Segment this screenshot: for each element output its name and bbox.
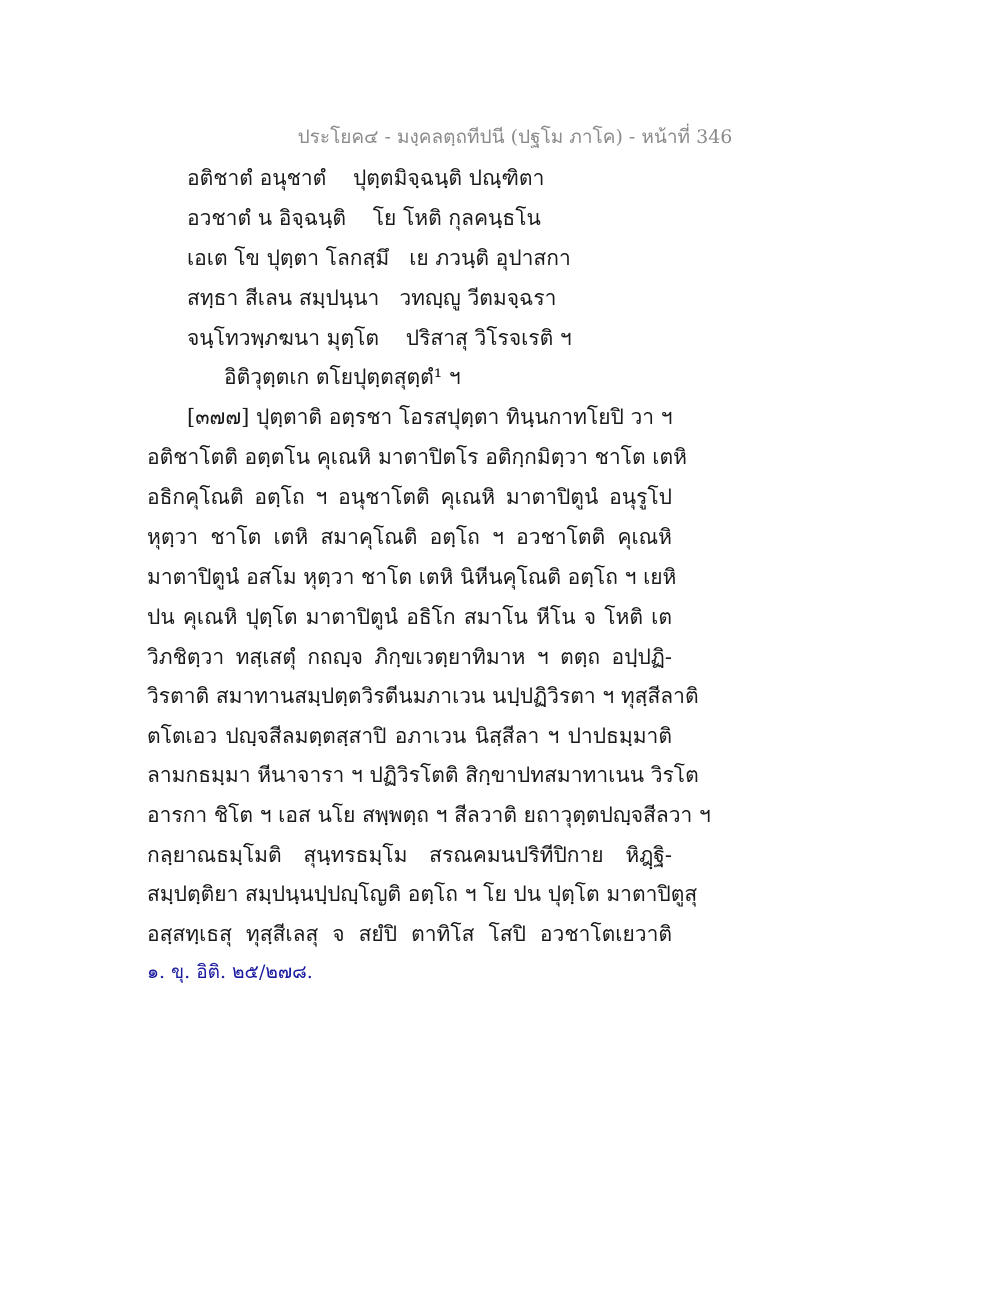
paragraph-line-11: อารกา ชิโต ฯ เอส นโย สพฺพตฺถ ฯ สีลวาติ ยถาวุตฺตปญฺจสีลวา ฯ (147, 803, 711, 827)
paragraph-line-7: วิภชิตฺวา ทสฺเสตุํ กถญฺจ ภิกฺขเวตฺยาทิมาห ฯ ตตฺถ อปฺปฏิ- (147, 645, 672, 669)
verse-line-5: จนฺโทวพฺภฆนา มุตฺโต ปริสาสุ วิโรจเรติ ฯ (187, 326, 572, 350)
verse-line-3: เอเต โข ปุตฺตา โลกสฺมึ เย ภวนฺติ อุปาสกา (187, 246, 571, 270)
verse-line-4: สทฺธา สีเลน สมฺปนฺนา วทญฺญู วีตมจฺฉรา (187, 286, 557, 310)
paragraph-line-10: ลามกธมฺมา หีนาจารา ฯ ปฏิวิรโตติ สิกฺขาปทสมาทาเนน วิรโต (147, 763, 699, 787)
paragraph-line-9: ตโตเอว ปญฺจสีลมตฺตสฺสาปิ อภาเวน นิสฺสีลา ฯ ปาปธมฺมาติ (147, 724, 672, 748)
verse-line-2: อวชาตํ น อิจฺฉนฺติ โย โหติ กุลคนฺธโน (187, 206, 541, 230)
verse-line-1: อติชาตํ อนุชาตํ ปุตฺตมิจฺฉนฺติ ปณฺฑิตา (187, 166, 545, 190)
paragraph-line-8: วิรตาติ สมาทานสมฺปตฺตวิรตีนมภาเวน นปฺปฏิวิรตา ฯ ทุสฺสีลาติ (147, 684, 699, 708)
paragraph-line-13: สมฺปตฺติยา สมฺปนฺนปฺปญฺโญติ อตฺโถ ฯ โย ปน ปุตฺโต มาตาปิตูสุ (147, 882, 698, 906)
page-header: ประโยค๔ - มงฺคลตฺถทีปนี (ปฐโม ภาโค) - หน้าที่ 346 (297, 126, 733, 148)
paragraph-line-2: อติชาโตติ อตฺตโน คุเณหิ มาตาปิตโร อติกฺกมิตฺวา ชาโต เตหิ (147, 445, 687, 469)
paragraph-line-14: อสฺสทฺเธสุ ทุสฺสีเลสุ จ สยํปิ ตาทิโส โสปิ อวชาโตเยวาติ (147, 922, 672, 946)
paragraph-line-6: ปน คุเณหิ ปุตฺโต มาตาปิตูนํ อธิโก สมาโน หีโน จ โหติ เต (147, 605, 672, 629)
paragraph-line-5: มาตาปิตูนํ อสโม หุตฺวา ชาโต เตหิ นิหีนคุโณติ อตฺโถ ฯ เยหิ (147, 565, 677, 589)
paragraph-line-4: หุตฺวา ชาโต เตหิ สมาคุโณติ อตฺโถ ฯ อวชาโตติ คุเณหิ (147, 525, 672, 549)
paragraph-line-12: กลฺยาณธมฺโมติ สุนฺทรธมฺโม สรณคมนปริทีปิกาย หิฎฺฐิ- (147, 843, 672, 867)
sutta-title: อิติวุตฺตเก ตโยปุตฺตสุตฺตํ¹ ฯ (224, 365, 461, 389)
footnote: ๑. ขุ. อิติ. ๒๕/๒๗๘. (147, 961, 313, 983)
paragraph-line-3: อธิกคุโณติ อตฺโถ ฯ อนุชาโตติ คุเณหิ มาตาปิตูนํ อนุรูโป (147, 485, 672, 509)
paragraph-line-1: [๓๗๗] ปุตฺตาติ อตฺรชา โอรสปุตฺตา ทินฺนกาทโยปิ วา ฯ (187, 405, 673, 429)
